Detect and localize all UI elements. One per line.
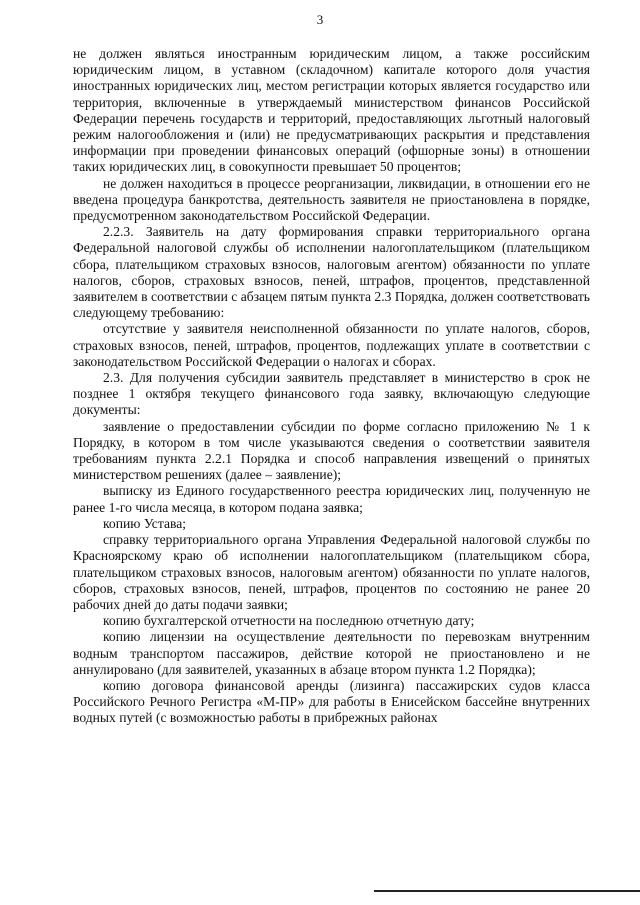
- paragraph-tax-obligation: отсутствие у заявителя неисполненной обязанности по уплате налогов, сборов, страховых взносов, пеней, штрафов, процентов, подлежащих уплате в соответствии с законодательством Российской Федерации о налогах и сборах.: [73, 321, 590, 369]
- page-number: 3: [316, 12, 324, 27]
- bottom-rule: [374, 890, 640, 892]
- paragraph-charter-copy: копию Устава;: [103, 515, 187, 531]
- paragraph-reorganization-requirement: не должен находиться в процессе реорганизации, ликвидации, в отношении его не введена процедура банкротства, деятельность заявителя не приостановлена в порядке, предусмотренном законодательством Российской Федерации.: [73, 175, 590, 224]
- paragraph-foreign-entity-requirement: не должен являться иностранным юридическим лицом, а также российским юридическим лицом, в уставном (складочном) капитале которого доля участия иностранных юридических лиц, местом регистрации которых является государство или территория, включенные в утверждаемый министерством финансов Российской Федерации перечень государств и территорий, предоставляющих льготный налоговый режим налогообложения и (или) не предусматривающих раскрытия и представления информации при проведении финансовых операций (офшорные зоны) в отношении таких юридических лиц, в совокупности превышает 50 процентов;: [73, 46, 590, 175]
- paragraph-accounting-report: копию бухгалтерской отчетности на последнюю отчетную дату;: [103, 613, 475, 629]
- paragraph-2-3: 2.3. Для получения субсидии заявитель представляет в министерство в срок не позднее 1 октября текущего финансового года заявку, включающую следующие документы:: [73, 370, 590, 418]
- paragraph-2-2-3: 2.2.3. Заявитель на дату формирования справки территориального органа Федеральной налоговой службы об исполнении налогоплательщиком (плательщиком сбора, плательщиком страховых взносов, налоговым агентом) обязанности по уплате налогов, сборов, страховых взносов, пеней, штрафов, процентов, представленной заявителем в соответствии с абзацем пятым пункта 2.3 Порядка, должен соответствовать следующему требованию:: [73, 224, 590, 321]
- paragraph-registry-extract: выписку из Единого государственного реестра юридических лиц, полученную не ранее 1-го числа месяца, в котором подана заявка;: [73, 483, 590, 515]
- document-body: [73, 46, 590, 727]
- paragraph-leasing-contract: копию договора финансовой аренды (лизинга) пассажирских судов класса Российского Речного Регистра «М-ПР» для работы в Енисейском бассейне внутренних водных путей (с возможностью работы в прибрежных районах: [73, 677, 590, 726]
- paragraph-tax-certificate: справку территориального органа Управления Федеральной налоговой службы по Красноярскому краю об исполнении налогоплательщиком (плательщиком сбора, плательщиком страховых взносов, налоговым агентом) обязанности по уплате налогов, сборов, страховых взносов, пеней, штрафов, процентов по состоянию не ранее 20 рабочих дней до даты подачи заявки;: [73, 532, 590, 612]
- paragraph-application-statement: заявление о предоставлении субсидии по форме согласно приложению № 1 к Порядку, в котором в том числе указываются сведения о соответствии заявителя требованиям пункта 2.2.1 Порядка и способ направления извещений о принятых министерством решениях (далее – заявление);: [73, 418, 590, 483]
- paragraph-license-copy: копию лицензии на осуществление деятельности по перевозкам внутренним водным транспортом пассажиров, действие которой не приостановлено и не аннулировано (для заявителей, указанных в абзаце втором пункта 1.2 Порядка);: [73, 629, 590, 677]
